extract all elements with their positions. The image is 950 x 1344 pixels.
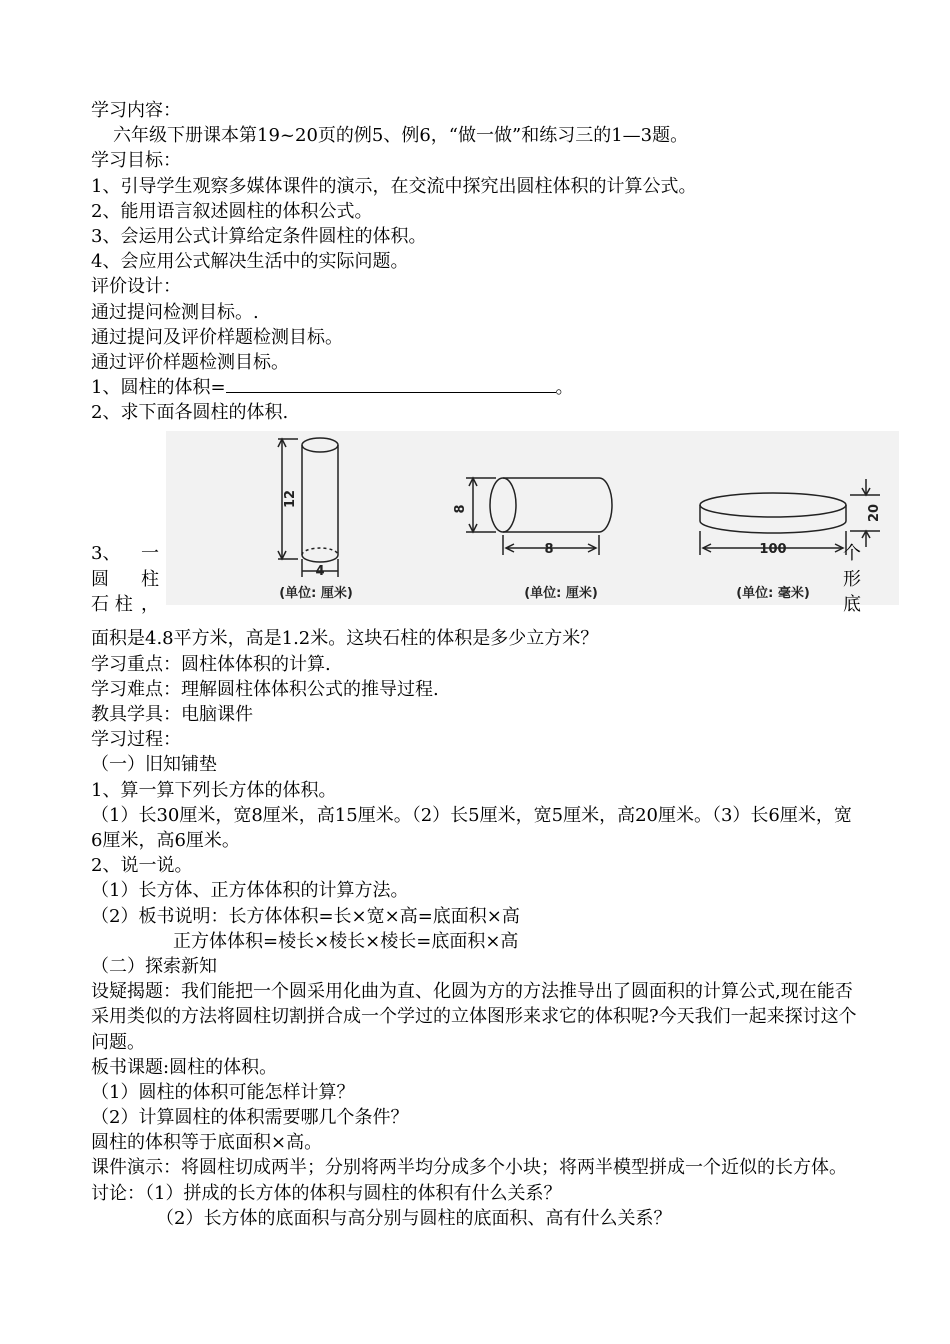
part-2-formula: 圆柱的体积等于底面积×高。 <box>91 1132 323 1154</box>
question-2: 2、求下面各圆柱的体积. <box>91 402 289 424</box>
q3-fragment: 个 <box>843 543 861 565</box>
part-1-item-1: 1、算一算下列长方体的体积。 <box>91 779 337 801</box>
cylinder-3-height-label: 20 <box>867 504 882 523</box>
part-2-question-1: （1）圆柱的体积可能怎样计算？ <box>91 1081 355 1103</box>
cylinder-3-unit-label: (单位: 毫米) <box>736 586 810 602</box>
part-2-title: 板书课题:圆柱的体积。 <box>91 1056 278 1078</box>
part-1-heading: （一）旧知铺垫 <box>91 754 217 776</box>
q3-fragment: 石 柱 <box>91 593 133 615</box>
question-3-left <box>91 541 159 617</box>
cylinder-3-diameter-label: 100 <box>759 542 787 558</box>
goal-item: 1、引导学生观察多媒体课件的演示，在交流中探究出圆柱体积的计算公式。 <box>91 175 697 197</box>
question-1-prefix: 1、圆柱的体积= <box>91 377 226 399</box>
question-3-right <box>831 541 861 617</box>
goal-item: 4、会应用公式解决生活中的实际问题。 <box>91 251 409 273</box>
cylinders-figure <box>166 431 899 605</box>
q3-fragment: 形 <box>843 568 861 590</box>
part-1-item-2: 2、说一说。 <box>91 855 193 877</box>
answer-blank <box>226 375 556 393</box>
part-2-heading: （二）探索新知 <box>91 955 217 977</box>
goals-heading: 学习目标： <box>91 150 181 172</box>
goal-item: 2、能用语言叙述圆柱的体积公式。 <box>91 200 373 222</box>
goal-item: 3、会运用公式计算给定条件圆柱的体积。 <box>91 225 427 247</box>
cylinder-1-unit-label: (单位: 厘米) <box>279 586 353 602</box>
part-2-discussion-2: （2）长方体的底面积与高分别与圆柱的底面积、高有什么关系？ <box>156 1207 672 1229</box>
q3-fragment: 底 <box>843 593 861 615</box>
tools: 教具学具：电脑课件 <box>91 704 253 725</box>
q3-fragment: 一 <box>141 543 159 565</box>
part-1-item-2-b: （2）板书说明：长方体体积=长×宽×高=底面积×高 <box>91 905 520 927</box>
part-2-demo: 课件演示：将圆柱切成两半；分别将两半均分成多个小块；将两半模型拼成一个近似的长方体。 <box>91 1157 847 1179</box>
part-1-item-2-c: 正方体体积=棱长×棱长×棱长=底面积×高 <box>173 930 519 952</box>
document-page <box>91 98 882 1231</box>
cylinder-horizontal <box>466 478 612 558</box>
q3-fragment: 3、 <box>91 543 121 565</box>
part-2-question-2: （2）计算圆柱的体积需要哪几个条件？ <box>91 1107 409 1129</box>
q3-fragment: ， <box>141 593 159 615</box>
cylinder-2-diameter-label: 8 <box>453 504 468 514</box>
q3-fragment: 柱 <box>141 568 159 590</box>
question-1-suffix: 。 <box>555 377 574 399</box>
evaluation-item: 通过提问检测目标。. <box>91 301 259 323</box>
evaluation-heading: 评价设计： <box>91 276 181 298</box>
part-2-discussion-1: 讨论：（1）拼成的长方体的体积与圆柱的体积有什么关系？ <box>91 1182 562 1204</box>
cylinder-2-length-label: 8 <box>544 542 554 558</box>
content-text: 六年级下册课本第19~20页的例5、例6，“做一做”和练习三的1—3题。 <box>113 125 689 147</box>
question-1 <box>91 375 861 400</box>
q3-fragment: 圆 <box>91 568 109 590</box>
question-3-block <box>91 425 882 626</box>
part-1-item-2-a: （1）长方体、正方体体积的计算方法。 <box>91 880 409 902</box>
evaluation-item: 通过提问及评价样题检测目标。 <box>91 326 343 348</box>
part-2-intro: 设疑揭题：我们能把一个圆采用化曲为直、化圆为方的方法推导出了圆面积的计算公式,现在能否采用类似的方法将圆柱切割拼合成一个学过的立体图形来求它的体积呢?今天我们一起来探讨这个问题。 <box>91 981 857 1053</box>
difficulty: 学习难点：理解圆柱体体积公式的推导过程. <box>91 678 439 700</box>
cylinder-1-diameter-label: 4 <box>315 564 325 580</box>
evaluation-item: 通过评价样题检测目标。 <box>91 351 289 373</box>
cylinder-1-height-label: 12 <box>283 490 298 509</box>
question-3-continuation: 面积是4.8平方米，高是1.2米。这块石柱的体积是多少立方米？ <box>91 628 599 650</box>
process-heading: 学习过程： <box>91 729 181 751</box>
part-1-item-1-text: （1）长30厘米，宽8厘米，高15厘米。（2）长5厘米，宽5厘米，高20厘米。（3）长6厘米，宽6厘米，高6厘米。 <box>91 804 852 851</box>
content-heading: 学习内容： <box>91 100 181 121</box>
key-point: 学习重点：圆柱体体积的计算. <box>91 653 331 675</box>
cylinder-2-unit-label: (单位: 厘米) <box>524 586 598 602</box>
